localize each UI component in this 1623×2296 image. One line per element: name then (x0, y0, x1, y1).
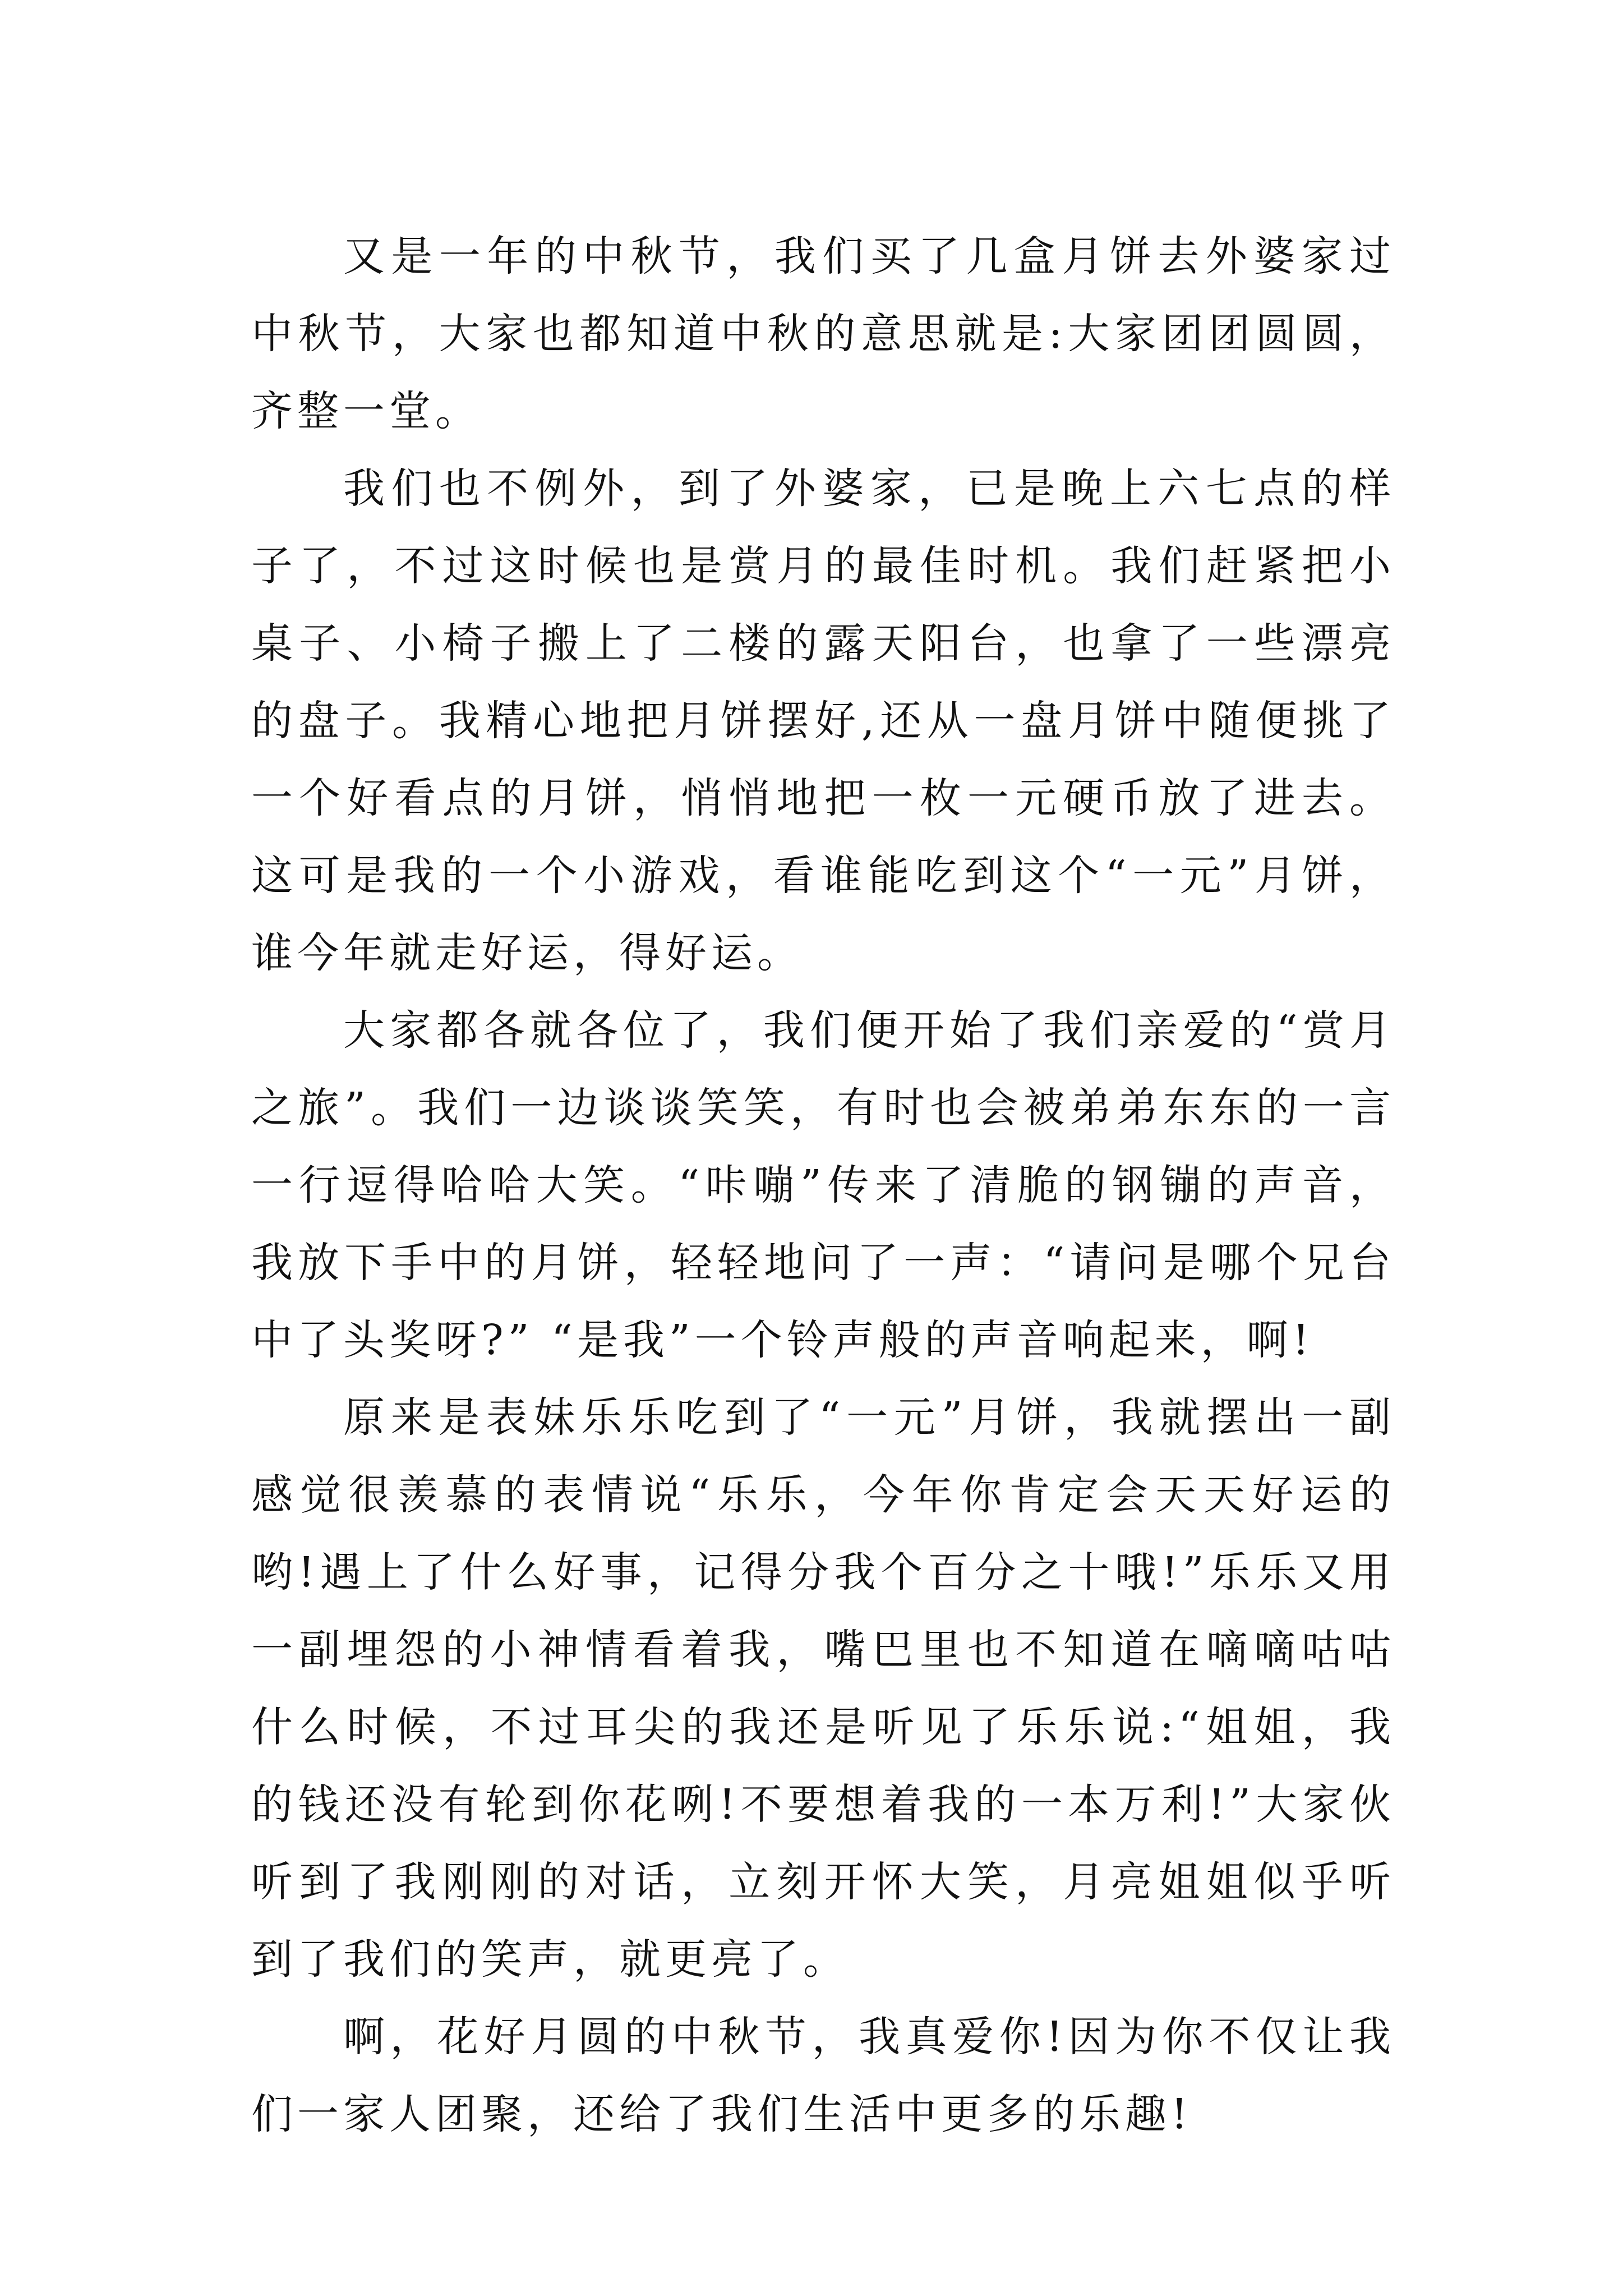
paragraph-2: 我们也不例外，到了外婆家，已是晚上六七点的样子了，不过这时候也是赏月的最佳时机。我们赶紧把小桌子、小椅子搬上了二楼的露天阳台，也拿了一些漂亮的盘子。我精心地把月饼摆好,还从一盘月饼中随便挑了一个好看点的月饼，悄悄地把一枚一元硬币放了进去。这可是我的一个小游戏，看谁能吃到这个“一元”月饼，谁今年就走好运，得好运。 (251, 464, 1395, 977)
paragraph-4: 原来是表妹乐乐吃到了“一元”月饼，我就摆出一副感觉很羡慕的表情说“乐乐，今年你肯定会天天好运的哟!遇上了什么好事，记得分我个百分之十哦!”乐乐又用一副埋怨的小神情看着我，嘴巴里也不知道在嘀嘀咕咕什么时候，不过耳尖的我还是听见了乐乐说:“姐姐，我的钱还没有轮到你花咧!不要想着我的一本万利!”大家伙听到了我刚刚的对话，立刻开怀大笑，月亮姐姐似乎听到了我们的笑声，就更亮了。 (251, 1393, 1395, 1984)
document-body (251, 218, 1395, 2153)
paragraph-5: 啊，花好月圆的中秋节，我真爱你!因为你不仅让我们一家人团聚，还给了我们生活中更多的乐趣! (251, 2013, 1395, 2138)
paragraph-3: 大家都各就各位了，我们便开始了我们亲爱的“赏月之旅”。我们一边谈谈笑笑，有时也会被弟弟东东的一言一行逗得哈哈大笑。“咔嘣”传来了清脆的钢镚的声音，我放下手中的月饼，轻轻地问了一声：“请问是哪个兄台中了头奖呀?” “是我”一个铃声般的声音响起来，啊! (251, 1006, 1395, 1364)
paragraph-1: 又是一年的中秋节，我们买了几盒月饼去外婆家过中秋节，大家也都知道中秋的意思就是:大家团团圆圆，齐整一堂。 (251, 232, 1395, 435)
